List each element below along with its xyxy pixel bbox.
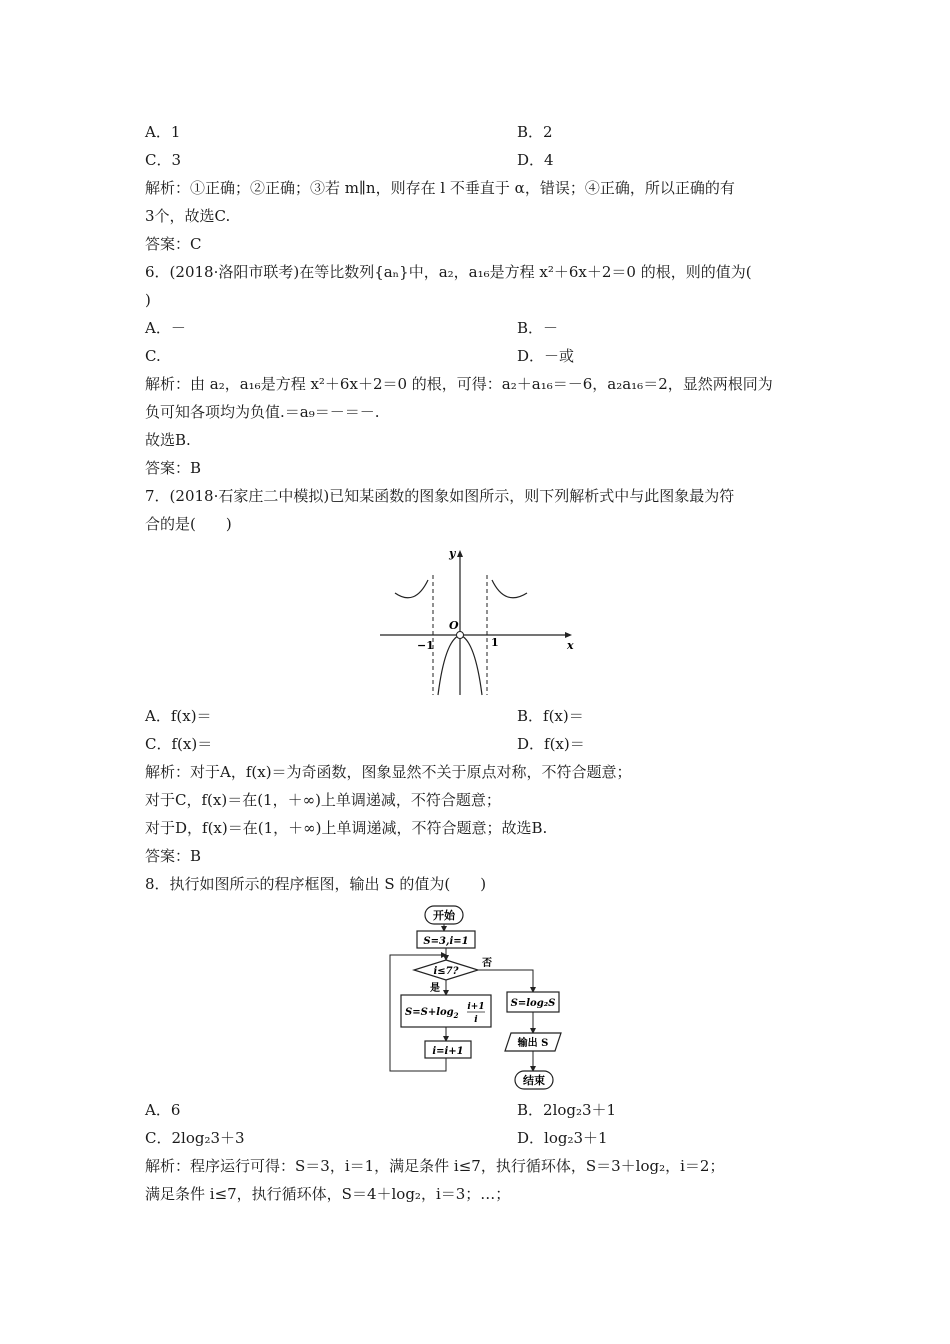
option-right: B．2log₂3＋1 — [517, 1101, 617, 1119]
text-line: 故选B. — [145, 431, 191, 449]
option-left: C. — [145, 347, 161, 365]
option-left: C．2log₂3＋3 — [145, 1129, 245, 1147]
text-line: 解析：①正确；②正确；③若 m∥n，则存在 l 不垂直于 α，错误；④正确，所以正确的有 — [145, 179, 735, 197]
text-line: 解析：程序运行可得：S＝3，i＝1，满足条件 i≤7，执行循环体，S＝3＋log₂，i＝2； — [145, 1157, 725, 1175]
option-left: C．f(x)＝ — [145, 735, 213, 753]
option-right: B．f(x)＝ — [517, 707, 584, 725]
curve-left-branch — [395, 580, 428, 598]
text-line: 解析：由 a₂，a₁₆是方程 x²＋6x＋2＝0 的根，可得：a₂＋a₁₆＝－6，a₂a₁₆＝2，显然两根同为 — [145, 375, 773, 393]
text-line: 满足条件 i≤7，执行循环体，S＝4＋log₂，i＝3；…； — [145, 1185, 511, 1203]
start-label: 开始 — [433, 909, 455, 922]
frac-numerator: i+1 — [467, 1002, 485, 1012]
option-right: D．4 — [517, 151, 554, 169]
text-line: 7．(2018·石家庄二中模拟)已知某函数的图象如图所示，则下列解析式中与此图象最为符 — [145, 487, 735, 505]
origin-hollow-point — [457, 632, 464, 639]
end-label: 结束 — [523, 1074, 545, 1087]
output-label: 输出 S — [517, 1038, 549, 1049]
text-line: 对于C，f(x)＝在(1，＋∞)上单调递减，不符合题意； — [145, 791, 501, 809]
loop-body-label: $S=S+\log_2$ — [405, 1007, 459, 1020]
option-left: A．－ — [145, 319, 186, 337]
x-axis-label: x — [567, 639, 574, 652]
init-label: S=3,i=1 — [423, 936, 469, 947]
origin-label: O — [449, 619, 459, 632]
option-right: D．f(x)＝ — [517, 735, 585, 753]
text-line: 答案：B — [145, 847, 202, 865]
frac-denominator: i — [474, 1015, 478, 1025]
option-left: A．1 — [145, 123, 181, 141]
increment-label: i=i+1 — [432, 1046, 464, 1057]
option-right: B．－ — [517, 319, 559, 337]
text-line: 8．执行如图所示的程序框图，输出 S 的值为( ) — [145, 875, 487, 893]
text-line: 对于D，f(x)＝在(1，＋∞)上单调递减，不符合题意；故选B. — [145, 819, 548, 837]
text-line: ) — [145, 291, 151, 309]
text-line: 解析：对于A，f(x)＝为奇函数，图象显然不关于原点对称，不符合题意； — [145, 763, 632, 781]
x-axis-arrow — [565, 632, 572, 638]
flowchart — [385, 900, 575, 1095]
text-line: 合的是( ) — [145, 515, 232, 533]
text-line: 答案：C — [145, 235, 202, 253]
no-label: 否 — [482, 958, 492, 969]
text-line: 负可知各项均为负值.＝a₉＝－＝－. — [145, 403, 380, 421]
text-line: 3个，故选C. — [145, 207, 231, 225]
option-left: A．6 — [145, 1101, 181, 1119]
tick-label-one: 1 — [491, 636, 499, 649]
yes-label: 是 — [430, 983, 440, 994]
function-graph — [375, 545, 575, 700]
curve-right-branch — [492, 580, 527, 598]
final-assign-label: S=log₂S — [510, 998, 556, 1009]
option-right: D．log₂3＋1 — [517, 1129, 608, 1147]
tick-label-neg-one: −1 — [417, 639, 434, 652]
decision-label: i≤7? — [433, 966, 459, 977]
y-axis-arrow — [457, 550, 463, 557]
option-left: A．f(x)＝ — [145, 707, 212, 725]
y-axis-label: y — [449, 547, 456, 560]
text-line: 答案：B — [145, 459, 202, 477]
option-right: D．－或 — [517, 347, 575, 365]
option-left: C．3 — [145, 151, 182, 169]
option-right: B．2 — [517, 123, 553, 141]
text-line: 6．(2018·洛阳市联考)在等比数列{aₙ}中，a₂，a₁₆是方程 x²＋6x＋2＝0 的根，则的值为( — [145, 263, 752, 281]
